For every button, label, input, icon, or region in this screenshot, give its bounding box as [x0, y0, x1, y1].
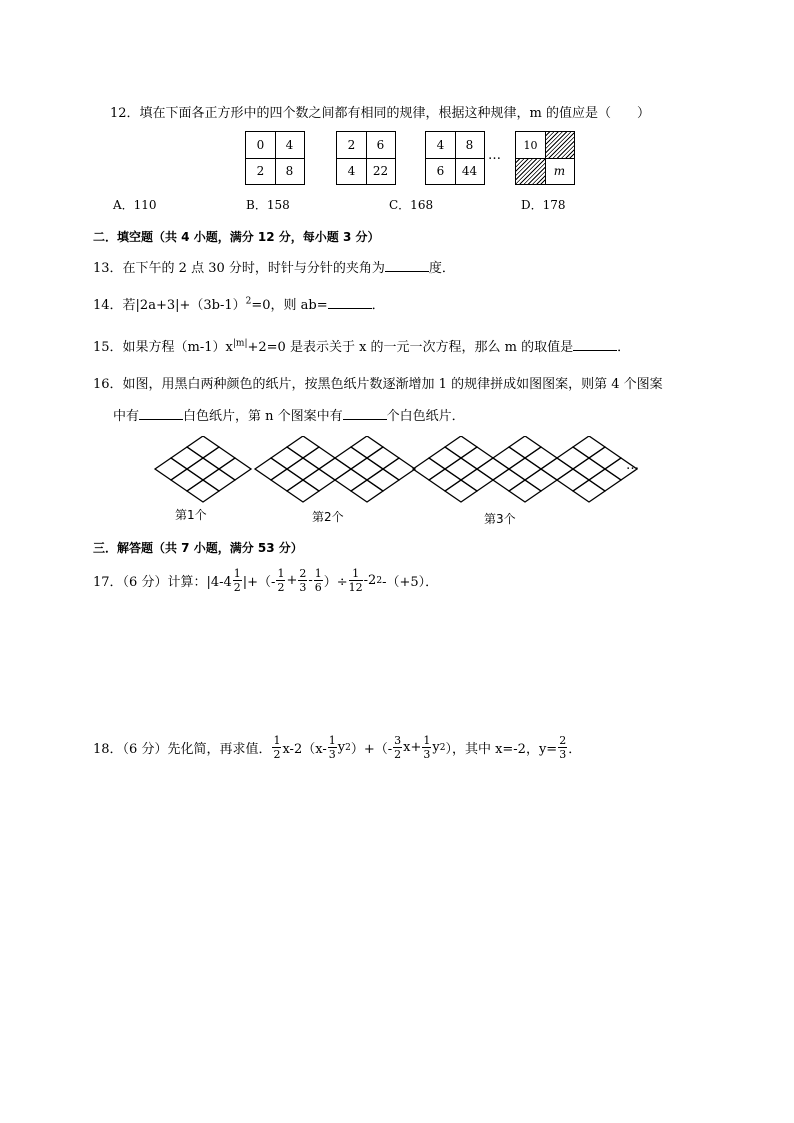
square-cell-m: m [553, 164, 566, 178]
fraction [298, 567, 307, 594]
q14-exponent: 2 [245, 296, 252, 307]
pattern-1 [155, 436, 251, 502]
square-cell: 2 [347, 138, 356, 152]
denominator: 3 [299, 581, 307, 594]
numerator: 1 [328, 734, 336, 747]
numerator: 2 [559, 734, 567, 747]
numerator: 1 [277, 567, 285, 580]
q18-text: y [432, 740, 440, 755]
square-cell: 6 [436, 164, 445, 178]
q17 [93, 567, 438, 594]
pattern-3 [413, 436, 637, 502]
caption-1: 第1个 [175, 508, 207, 522]
answer-blank [343, 407, 387, 420]
q17-text: -2 [363, 573, 377, 588]
q18-text: ），其中 x=-2，y= [445, 742, 558, 757]
q17-text: |+（- [242, 575, 276, 590]
exponent: 2 [345, 742, 351, 753]
pattern-2 [255, 436, 415, 502]
answer-blank [385, 259, 429, 272]
number-square-1 [245, 131, 305, 185]
q14-tail: ． [371, 298, 385, 313]
q15-exponent: |m| [232, 338, 248, 349]
number-square-2 [336, 131, 396, 185]
number-square-3 [425, 131, 485, 185]
option-d: D．178 [521, 198, 566, 212]
square-cell: 6 [376, 138, 385, 152]
numerator: 1 [273, 734, 281, 747]
caption-3: 第3个 [484, 512, 516, 526]
fraction [349, 567, 363, 594]
denominator: 2 [394, 748, 402, 761]
square-cell: 0 [256, 138, 265, 152]
q13-tail: 度． [428, 261, 455, 276]
q16-line1: 16．如图，用黑白两种颜色的纸片，按黑色纸片数逐渐增加 1 的规律拼成如图图案，则第 4 个图案 [93, 377, 663, 392]
answer-blank [328, 296, 372, 309]
denominator: 6 [314, 581, 322, 594]
answer-blank [139, 407, 183, 420]
caption-2: 第2个 [312, 510, 344, 524]
q18-text: x-2（x- [282, 742, 327, 757]
q13 [93, 257, 455, 276]
fraction [276, 567, 285, 594]
q17-text: 17．（6 分）计算：|4-4 [93, 575, 232, 590]
option-c: C．168 [389, 198, 434, 212]
q14-text: 14．若|2a+3|+（3b-1） [93, 298, 246, 313]
exponent: 2 [376, 575, 383, 586]
denominator: 3 [328, 748, 336, 761]
plus-sign: + [286, 573, 298, 588]
square-cell: 44 [461, 164, 478, 178]
fraction [233, 567, 242, 594]
diamond-pattern-figure [150, 436, 650, 506]
number-square-4 [515, 131, 575, 185]
square-cell: 8 [285, 164, 294, 178]
denominator: 2 [273, 748, 281, 761]
q15 [93, 336, 630, 355]
q16-line2 [113, 405, 465, 424]
numerator: 2 [299, 567, 307, 580]
q18-text: 18．（6 分）先化简，再求值． [93, 742, 272, 757]
q16-text-tail: 个白色纸片． [386, 409, 465, 424]
square-cell: 8 [465, 138, 474, 152]
exponent: 2 [439, 742, 446, 753]
square-cell: 4 [436, 138, 445, 152]
square-cell: 4 [285, 138, 294, 152]
q14 [93, 294, 385, 313]
numerator: 1 [349, 567, 363, 581]
denominator: 3 [423, 748, 431, 761]
q18-text: ． [568, 742, 582, 757]
denominator: 12 [348, 581, 363, 594]
denominator: 3 [559, 748, 567, 761]
q15-mid: +2=0 是表示关于 x 的一元一次方程，那么 m 的取值是 [247, 340, 574, 355]
q18 [93, 734, 581, 761]
option-a: A．110 [113, 198, 157, 212]
q16-text: 中有 [113, 409, 140, 424]
fraction [558, 734, 567, 761]
q17-text: -（+5）． [382, 575, 439, 590]
q12-text: 12．填在下面各正方形中的四个数之间都有相同的规律，根据这种规律，m 的值应是（ ） [110, 106, 651, 121]
denominator: 2 [277, 581, 285, 594]
square-cell: 4 [347, 164, 356, 178]
numerator: 1 [233, 567, 241, 580]
square-cell: 10 [523, 138, 538, 152]
section-3-heading: 三．解答题（共 7 小题，满分 53 分） [93, 541, 303, 555]
numerator: 1 [314, 567, 322, 580]
q17-text: ）÷ [323, 575, 348, 590]
q18-text: y [337, 740, 346, 755]
square-cell: 22 [372, 164, 389, 178]
fraction [393, 734, 402, 761]
hatched-cell [546, 132, 574, 158]
fraction [272, 734, 281, 761]
fraction [422, 734, 431, 761]
minus-sign: - [308, 573, 313, 588]
q13-text: 13．在下午的 2 点 30 分时，时针与分针的夹角为 [93, 261, 385, 276]
q15-text: 15．如果方程（m-1）x [93, 340, 233, 355]
q15-tail: ． [617, 340, 631, 355]
answer-blank [573, 338, 617, 351]
numerator: 1 [423, 734, 431, 747]
ellipsis: … [626, 458, 639, 473]
fraction [328, 734, 337, 761]
option-b: B．158 [246, 198, 290, 212]
section-2-heading: 二．填空题（共 4 小题，满分 12 分，每小题 3 分） [93, 230, 380, 244]
hatched-cell [516, 159, 545, 184]
q18-text: ）+（- [350, 742, 393, 757]
q18-text: x+ [403, 740, 422, 755]
q14-mid: =0，则 ab= [251, 298, 328, 313]
fraction [314, 567, 323, 594]
numerator: 3 [394, 734, 402, 747]
denominator: 2 [233, 581, 241, 594]
q16-text-mid: 白色纸片，第 n 个图案中有 [183, 409, 343, 424]
ellipsis: … [488, 148, 501, 163]
square-cell: 2 [256, 164, 265, 178]
